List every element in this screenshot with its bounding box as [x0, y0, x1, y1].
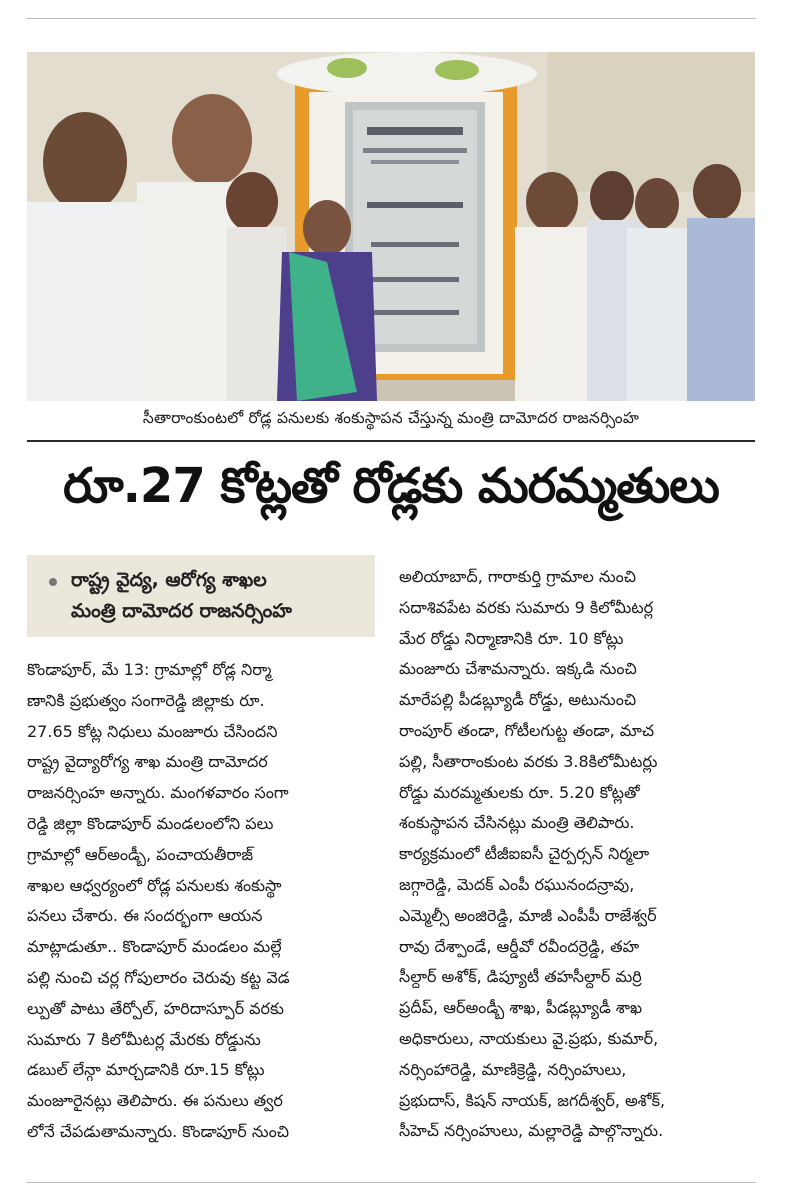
body-line: మారేపల్లి పీడబ్ల్యూడీ రోడ్డు, అటునుంచి [399, 690, 637, 710]
body-line: నర్సింహారెడ్డి, మాణిక్రెడ్డి, నర్సింహులు, [399, 1059, 627, 1079]
subheadline-line-1: రాష్ట్ర వైద్య, ఆరోగ్య శాఖల [71, 569, 267, 591]
inauguration-plaque-photo [27, 52, 755, 401]
body-line: అధికారులు, నాయకులు వై.ప్రభు, కుమార్, [399, 1028, 659, 1048]
body-line: లోనే చేపడుతామన్నారు. కొండాపూర్ నుంచి [27, 1121, 289, 1141]
body-line: రాజనర్సింహ అన్నారు. మంగళవారం సంగా [27, 783, 289, 803]
bottom-rule [26, 1182, 756, 1183]
body-line: మాట్లాడుతూ.. కొండాపూర్ మండలం మల్లే [27, 937, 282, 957]
subheadline-line-2: మంత్రి దామోదర రాజనర్సింహ [71, 600, 292, 622]
body-line: శంకుస్థాపన చేసినట్లు మంత్రి తెలిపారు. [399, 813, 635, 833]
news-photo [27, 52, 755, 401]
body-line: కార్యక్రమంలో టీజీఐఐసీ చైర్పర్సన్ నిర్మలా [399, 844, 650, 864]
body-line: రావు దేశ్పాండే, ఆర్డీవో రవీందర్రెడ్డి, తహ [399, 936, 640, 956]
body-line: శాఖల ఆధ్వర్యంలో రోడ్ల పనులకు శంకుస్థా [27, 875, 282, 895]
body-line: అలియాబాద్, గారాకుర్తి గ్రామాల నుంచి [399, 567, 637, 586]
body-line: సుమారు 7 కిలోమీటర్ల మేరకు రోడ్డును [27, 1029, 261, 1049]
subheadline-box [27, 555, 375, 637]
body-line: మేర రోడ్డు నిర్మాణానికి రూ. 10 కోట్లు [399, 628, 624, 648]
body-line: డబుల్ లేన్గా మార్చడానికి రూ.15 కోట్లు [27, 1060, 265, 1080]
body-line: మంజూరు చేశామన్నారు. ఇక్కడి నుంచి [399, 659, 637, 679]
body-column-left [27, 655, 377, 1148]
body-line: సీల్దార్ అశోక్, డిప్యూటీ తహసీల్దార్ మర్రి [399, 967, 642, 987]
body-line: ల్పుతో పాటు తేర్పోల్, హరిదాస్పూర్ వరకు [27, 998, 284, 1018]
body-line: పల్లి నుంచి చర్ల గోపులారం చెరువు కట్ట వెడ [27, 967, 290, 987]
caption-divider [27, 440, 755, 442]
body-line: పల్లి, సీతారాంకుంట వరకు 3.8కిలోమీటర్లు [399, 751, 658, 771]
body-line: పనలు చేశారు. ఈ సందర్భంగా ఆయన [27, 906, 263, 926]
body-line: కొండాపూర్, మే 13: గ్రామాల్లో రోడ్ల నిర్మా [27, 660, 272, 679]
bullet-icon [49, 578, 57, 586]
body-line: రాంపూర్ తండా, గోటీలగుట్ట తండా, మాచ [399, 720, 655, 740]
body-line: ప్రదీప్, ఆర్అండ్బీ శాఖ, పీడబ్ల్యూడీ శాఖ [399, 998, 643, 1018]
body-line: రాష్ట్ర వైద్యారోగ్య శాఖ మంత్రి దామోదర [27, 752, 268, 772]
headline: రూ.27 కోట్లతో రోడ్లకు మరమ్మతులు [63, 458, 719, 514]
top-rule [26, 18, 756, 19]
body-line: ఎమ్మెల్సీ అంజిరెడ్డి, మాజీ ఎంపీపీ రాజేశ్వర్ [399, 905, 657, 925]
photo-caption: సీతారాంకుంటలో రోడ్ల పనులకు శంకుస్థాపన చేస్తున్న మంత్రి దామోదర రాజనర్సింహ [142, 409, 640, 427]
body-line: జగ్గారెడ్డి, మెదక్ ఎంపీ రఘునందన్రావు, [399, 874, 635, 894]
body-line: గ్రామాల్లో ఆర్అండ్బీ, పంచాయతీరాజ్ [27, 844, 254, 864]
body-line: ణానికి ప్రభుత్వం సంగారెడ్డి జిల్లాకు రూ. [27, 690, 265, 710]
body-column-right [399, 562, 759, 1147]
body-line: 27.65 కోట్ల నిధులు మంజూరు చేసిందని [27, 721, 278, 741]
body-line: రోడ్డు మరమ్మతులకు రూ. 5.20 కోట్లతో [399, 782, 640, 802]
body-line: సీహెచ్ నర్సింహులు, మల్లారెడ్డి పాల్గొన్నారు. [399, 1121, 664, 1141]
body-line: ప్రభుదాస్, కిషన్ నాయక్, జగదీశ్వర్, అశోక్, [399, 1090, 666, 1110]
subheadline-text [71, 565, 292, 627]
body-line: రెడ్డి జిల్లా కొండాపూర్ మండలంలోని పలు [27, 813, 274, 833]
body-line: సదాశివపేట వరకు సుమారు 9 కిలోమీటర్ల [399, 597, 654, 617]
body-line: మంజూరైనట్లు తెలిపారు. ఈ పనులు త్వర [27, 1091, 283, 1111]
